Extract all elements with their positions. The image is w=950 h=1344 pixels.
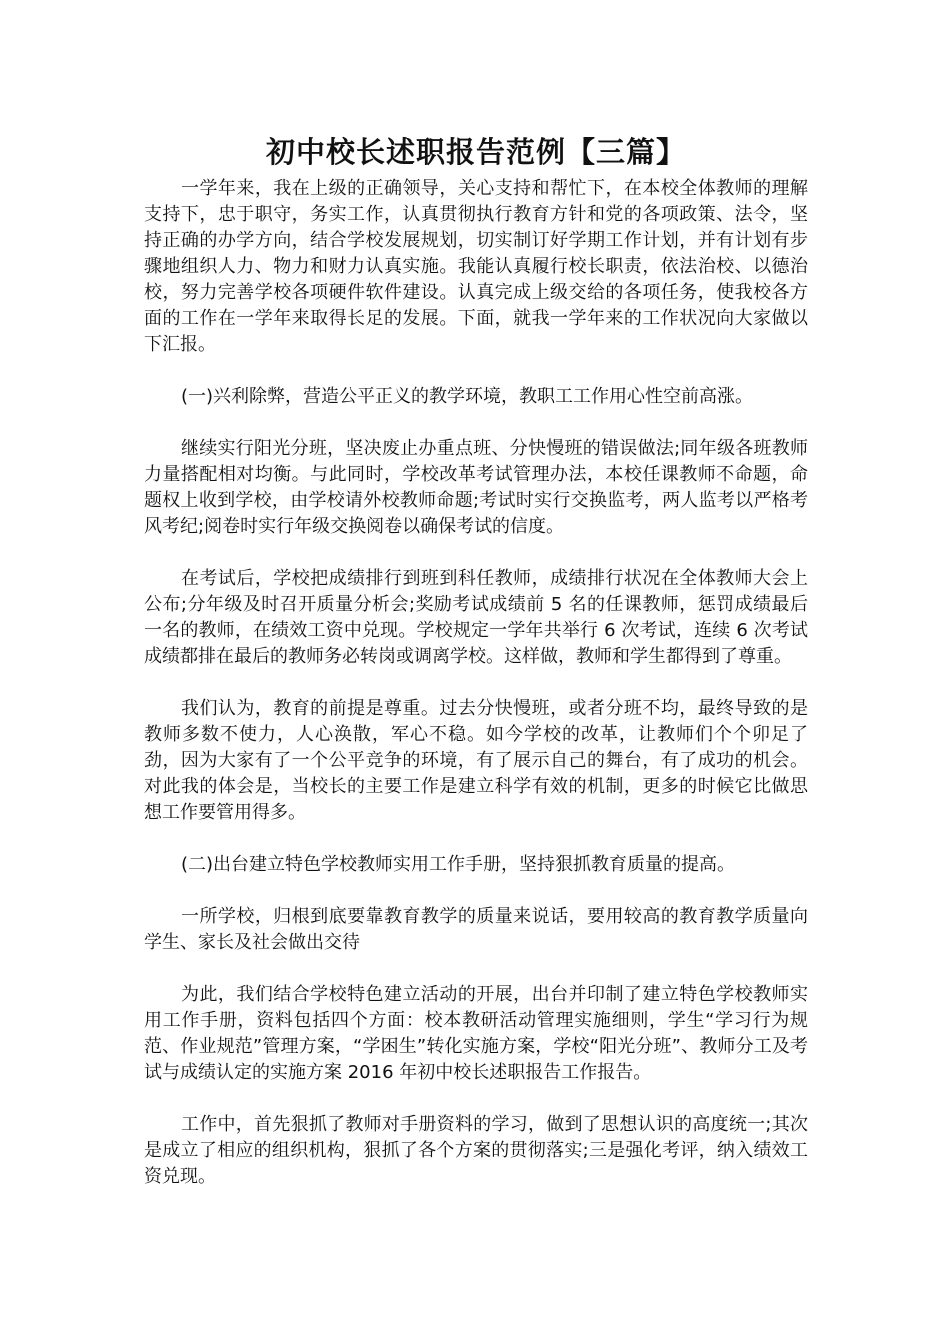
section-heading: (二)出台建立特色学校教师实用工作手册，坚持狠抓教育质量的提高。 bbox=[181, 854, 736, 875]
document-title: 初中校长述职报告范例【三篇】 bbox=[265, 135, 686, 169]
paragraph: 我们认为，教育的前提是尊重。过去分快慢班，或者分班不均，最终导致的是教师多数不使力，人心涣散，军心不稳。如今学校的改革，让教师们个个卯足了劲，因为大家有了一个公平竞争的环境，有了展示自己的舞台，有了成功的机会。对此我的体会是，当校长的主要工作是建立科学有效的机制，更多的时候它比做思想工作要管用得多。 bbox=[144, 698, 808, 823]
section-heading: (一)兴利除弊，营造公平正义的教学环境，教职工工作用心性空前高涨。 bbox=[181, 386, 754, 407]
paragraph: 继续实行阳光分班，坚决废止办重点班、分快慢班的错误做法;同年级各班教师力量搭配相对均衡。与此同时，学校改革考试管理办法，本校任课教师不命题，命题权上收到学校，由学校请外校教师命题;考试时实行交换监考，两人监考以严格考风考纪;阅卷时实行年级交换阅卷以确保考试的信度。 bbox=[144, 438, 808, 537]
document-page bbox=[144, 128, 808, 1216]
paragraph: 在考试后，学校把成绩排行到班到科任教师，成绩排行状况在全体教师大会上公布;分年级及时召开质量分析会;奖励考试成绩前 5 名的任课教师，惩罚成绩最后一名的教师，在绩效工资中兑现。学校规定一学年共举行 6 次考试，连续 6 次考试成绩都排在最后的教师务必转岗或调离学校。这样做，教师和学生都得到了尊重。 bbox=[144, 568, 808, 667]
paragraph: 一学年来，我在上级的正确领导，关心支持和帮忙下，在本校全体教师的理解支持下，忠于职守，务实工作，认真贯彻执行教育方针和党的各项政策、法令，坚持正确的办学方向，结合学校发展规划，切实制订好学期工作计划，并有计划有步骤地组织人力、物力和财力认真实施。我能认真履行校长职责，依法治校、以德治校，努力完善学校各项硬件软件建设。认真完成上级交给的各项任务，使我校各方面的工作在一学年来取得长足的发展。下面，就我一学年来的工作状况向大家做以下汇报。 bbox=[144, 178, 808, 355]
paragraph: 为此，我们结合学校特色建立活动的开展，出台并印制了建立特色学校教师实用工作手册，资料包括四个方面：校本教研活动管理实施细则，学生“学习行为规范、作业规范”管理方案，“学困生”转化实施方案，学校“阳光分班”、教师分工及考试与成绩认定的实施方案 2016 年初中校长述职报告工作报告。 bbox=[144, 984, 808, 1083]
paragraph: 一所学校，归根到底要靠教育教学的质量来说话，要用较高的教育教学质量向学生、家长及社会做出交待 bbox=[144, 906, 808, 953]
paragraph: 工作中，首先狠抓了教师对手册资料的学习，做到了思想认识的高度统一;其次是成立了相应的组织机构，狠抓了各个方案的贯彻落实;三是强化考评，纳入绩效工资兑现。 bbox=[144, 1114, 808, 1187]
